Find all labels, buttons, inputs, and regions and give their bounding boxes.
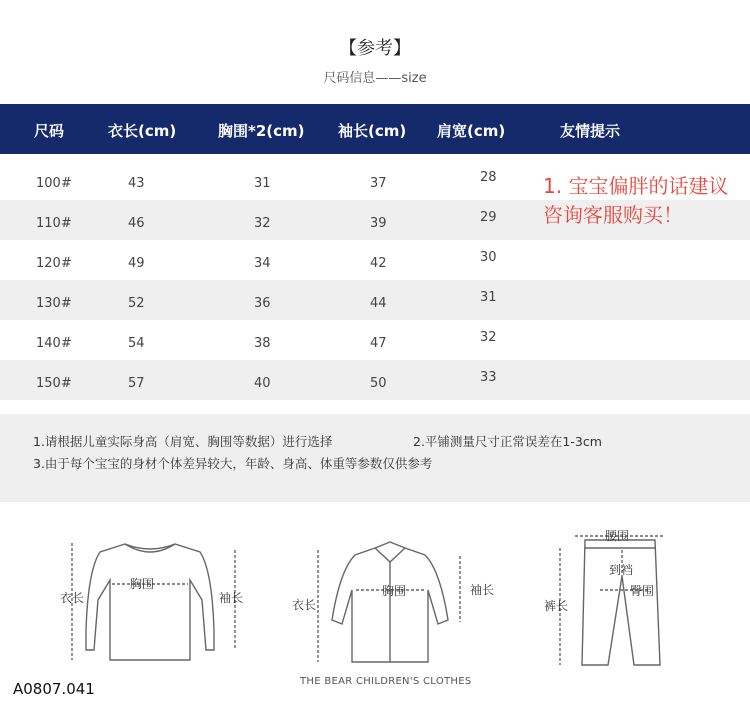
table-cell: 37 [370,176,387,191]
table-cell: 32 [480,330,497,345]
shirt-length-label: 衣长 [292,598,317,612]
table-cell: 43 [128,176,145,191]
table-cell: 150# [36,376,72,391]
table-cell: 40 [254,376,271,391]
table-cell: 110# [36,216,72,231]
table-row [0,360,750,400]
table-row [0,240,750,280]
table-cell: 130# [36,296,72,311]
table-cell: 100# [36,176,72,191]
shirt-sleeve-label: 袖长 [470,583,495,597]
table-cell: 39 [370,216,387,231]
table-cell: 32 [254,216,271,231]
table-cell: 33 [480,370,497,385]
header-length: 衣长(cm) [108,122,177,140]
note-2: 2.平铺测量尺寸正常误差在1-3cm [413,434,602,449]
pants-waist-label: 腰围 [605,529,630,543]
sweater-chest-label: 胸围 [130,577,155,591]
table-cell: 36 [254,296,271,311]
table-cell: 54 [128,336,145,351]
table-row [0,320,750,360]
pants-diagram [560,536,665,665]
table-cell: 31 [480,290,497,305]
header-shoulder: 肩宽(cm) [437,122,506,140]
page-subtitle: 尺码信息——size [323,71,427,86]
table-cell: 140# [36,336,72,351]
product-code: A0807.041 [13,680,95,698]
table-cell: 52 [128,296,145,311]
shirt-chest-label: 胸围 [382,584,407,598]
table-cell: 28 [480,170,497,185]
table-cell: 57 [128,376,145,391]
garment-diagrams [0,510,750,680]
sweater-length-label: 衣长 [60,591,85,605]
header-sleeve: 袖长(cm) [338,122,407,140]
note-3: 3.由于每个宝宝的身材个体差异较大，年龄、身高、体重等参数仅供参考 [33,456,433,471]
header-chest: 胸围*2(cm) [218,122,305,140]
header-tip: 友情提示 [560,122,621,140]
notes-panel [0,414,750,502]
table-cell: 50 [370,376,387,391]
sweater-sleeve-label: 袖长 [219,591,244,605]
table-cell: 47 [370,336,387,351]
table-cell: 44 [370,296,387,311]
table-cell: 31 [254,176,271,191]
table-cell: 120# [36,256,72,271]
table-cell: 38 [254,336,271,351]
note-1: 1.请根据儿童实际身高（肩宽、胸围等数据）进行选择 [33,434,333,449]
header-size: 尺码 [34,122,65,140]
table-cell: 34 [254,256,271,271]
table-row [0,280,750,320]
brand-text: THE BEAR CHILDREN'S CLOTHES [300,676,472,687]
sweater-diagram [72,543,235,660]
pants-hip-label: 臀围 [630,584,655,598]
page-title: 【参考】 [339,38,411,59]
pants-length-label: 裤长 [544,599,569,613]
table-cell: 46 [128,216,145,231]
table-cell: 30 [480,250,497,265]
table-cell: 29 [480,210,497,225]
table-cell: 49 [128,256,145,271]
table-cell: 42 [370,256,387,271]
shirt-diagram [318,542,460,662]
sizing-tip: 1. 宝宝偏胖的话建议咨询客服购买！ [543,174,729,227]
size-table-header [0,104,750,154]
pants-crotch-label: 到裆 [609,563,634,577]
